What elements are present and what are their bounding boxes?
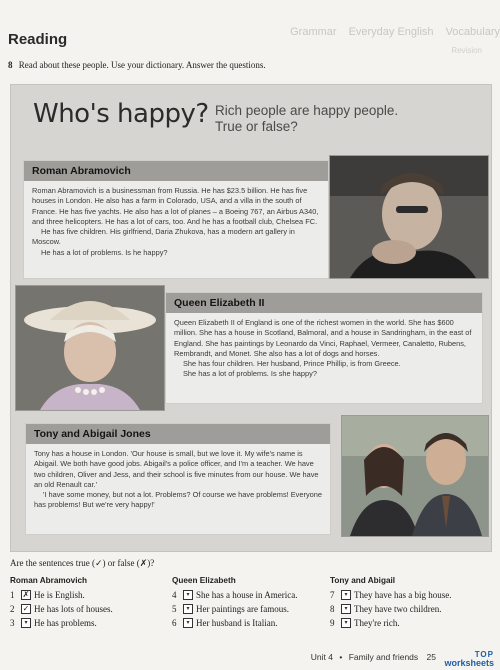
faded-subtab: Revision — [451, 46, 482, 55]
answer-dropdown[interactable]: ▾ — [341, 590, 351, 600]
question-text: He has problems. — [34, 618, 97, 628]
faded-tab-vocabulary: Vocabulary — [445, 26, 500, 38]
reading-panel — [10, 84, 492, 552]
question-number: 2 — [10, 604, 15, 614]
panel-title: Who's happy? — [33, 99, 209, 129]
answer-dropdown[interactable]: ▾ — [341, 618, 351, 628]
brand-name: worksheets — [444, 658, 494, 668]
roman-photo — [329, 155, 489, 279]
portrait-image — [330, 156, 488, 278]
question-column-jones — [330, 576, 488, 628]
panel-subtitle — [215, 103, 465, 135]
question-text: They're rich. — [354, 618, 400, 628]
question-text: Her husband is Italian. — [196, 618, 278, 628]
question-column-heading: Roman Abramovich — [10, 576, 88, 585]
question-text: He is English. — [34, 590, 85, 600]
card-text — [166, 313, 482, 385]
card-paragraph: He has five children. His girlfriend, Daria Zhukova, has a modern art gallery in Moscow. — [32, 227, 295, 247]
answer-dropdown[interactable]: ▾ — [341, 604, 351, 614]
footer-topic: Family and friends — [348, 652, 419, 662]
questions-section — [10, 558, 490, 628]
question-text: They have two children. — [354, 604, 442, 614]
question-number: 4 — [172, 590, 177, 600]
question-item — [330, 590, 451, 600]
question-column-roman — [10, 576, 170, 628]
person-card-jones — [25, 423, 331, 535]
footer-unit: Unit 4 — [310, 652, 333, 662]
question-item — [172, 590, 297, 600]
question-number: 3 — [10, 618, 15, 628]
question-number: 5 — [172, 604, 177, 614]
question-item — [10, 604, 113, 614]
question-column-heading: Tony and Abigail — [330, 576, 396, 585]
question-text: Her paintings are famous. — [196, 604, 289, 614]
section-title: Reading — [8, 31, 68, 48]
card-text — [26, 444, 330, 516]
instruction-text: Read about these people. Use your dictionary. Answer the questions. — [18, 60, 266, 70]
brand-top: TOP — [474, 650, 494, 659]
card-heading: Queen Elizabeth II — [166, 293, 482, 313]
question-text: They have has a big house. — [354, 590, 452, 600]
question-item — [172, 604, 289, 614]
questions-title: Are the sentences true (✓) or false (✗)? — [10, 558, 155, 568]
question-item — [10, 590, 85, 600]
question-column-heading: Queen Elizabeth — [172, 576, 236, 585]
card-heading: Tony and Abigail Jones — [26, 424, 330, 444]
question-text: He has lots of houses. — [34, 604, 113, 614]
question-number: 9 — [330, 618, 335, 628]
answer-dropdown[interactable]: ▾ — [183, 604, 193, 614]
page-number: 25 — [426, 652, 436, 662]
question-item — [172, 618, 277, 628]
faded-tab-everyday-english: Everyday English — [348, 26, 434, 38]
page-header — [0, 0, 500, 56]
page-footer — [311, 652, 436, 662]
answer-box[interactable]: ✓ — [22, 604, 30, 613]
portrait-image — [342, 416, 488, 536]
faded-tab-strip — [290, 26, 500, 38]
panel-subtitle-line1: Rich people are happy people. — [215, 103, 399, 118]
question-number: 6 — [172, 618, 177, 628]
card-paragraph: She has four children. Her husband, Prince Phillip, is from Greece. — [183, 359, 401, 369]
question-number: 7 — [330, 590, 335, 600]
card-paragraph: Queen Elizabeth II of England is one of the richest women in the world. She has $600 million. She has a house in Scotland, Balmoral, and a house in Sandringham, in the east of England. She has paintings by Leonardo da Vinci, Raphael, Vermeer, Canaletto, Rubens, Rembrandt, and Monet. She also has a lot of dogs and horses. — [174, 318, 472, 358]
portrait-image — [16, 286, 164, 410]
question-number: 8 — [330, 604, 335, 614]
jones-photo — [341, 415, 489, 537]
card-paragraph: She has a lot of problems. Is she happy? — [183, 369, 317, 379]
brand-watermark — [444, 650, 494, 668]
footer-bullet: • — [339, 652, 343, 662]
card-heading: Roman Abramovich — [24, 161, 328, 181]
card-text — [24, 181, 328, 263]
panel-subtitle-line2: True or false? — [215, 119, 298, 134]
question-item — [10, 618, 97, 628]
queen-photo — [15, 285, 165, 411]
question-text: She has a house in America. — [196, 590, 298, 600]
answer-dropdown[interactable]: ▾ — [183, 618, 193, 628]
question-column-queen — [172, 576, 330, 628]
person-card-roman — [23, 160, 329, 279]
exercise-instruction — [8, 60, 266, 70]
exercise-number: 8 — [8, 60, 13, 70]
faded-tab-grammar: Grammar — [290, 26, 337, 38]
card-paragraph: 'I have some money, but not a lot. Problems? Of course we have problems! Everyone has problems! But we're very happy!' — [34, 490, 322, 510]
card-paragraph: Roman Abramovich is a businessman from Russia. He has $23.5 billion. He has five houses in London. He also has a farm in Colorado, USA, and a villa in the south of France. He has five yachts. He also has a lot of planes – a Boeing 767, an Airbus A340, and three helicopters. He has a lot of cars, too. And he has a football club, Chelsea FC. — [32, 186, 319, 226]
card-paragraph: He has a lot of problems. Is he happy? — [41, 247, 168, 257]
card-paragraph: Tony has a house in London. 'Our house is small, but we love it. My wife's name is Abigail. We both have good jobs. Abigail's a police officer, and I'm a teacher. We have two children, Oliver and Jess, and their school is five minutes from our house. We have an old Renault car.' — [34, 449, 319, 489]
answer-box[interactable]: ✗ — [22, 590, 30, 599]
question-item — [330, 618, 400, 628]
answer-dropdown[interactable]: ▾ — [21, 618, 31, 628]
question-item — [330, 604, 441, 614]
answer-dropdown[interactable]: ▾ — [183, 590, 193, 600]
person-card-queen — [165, 292, 483, 404]
question-number: 1 — [10, 590, 15, 600]
